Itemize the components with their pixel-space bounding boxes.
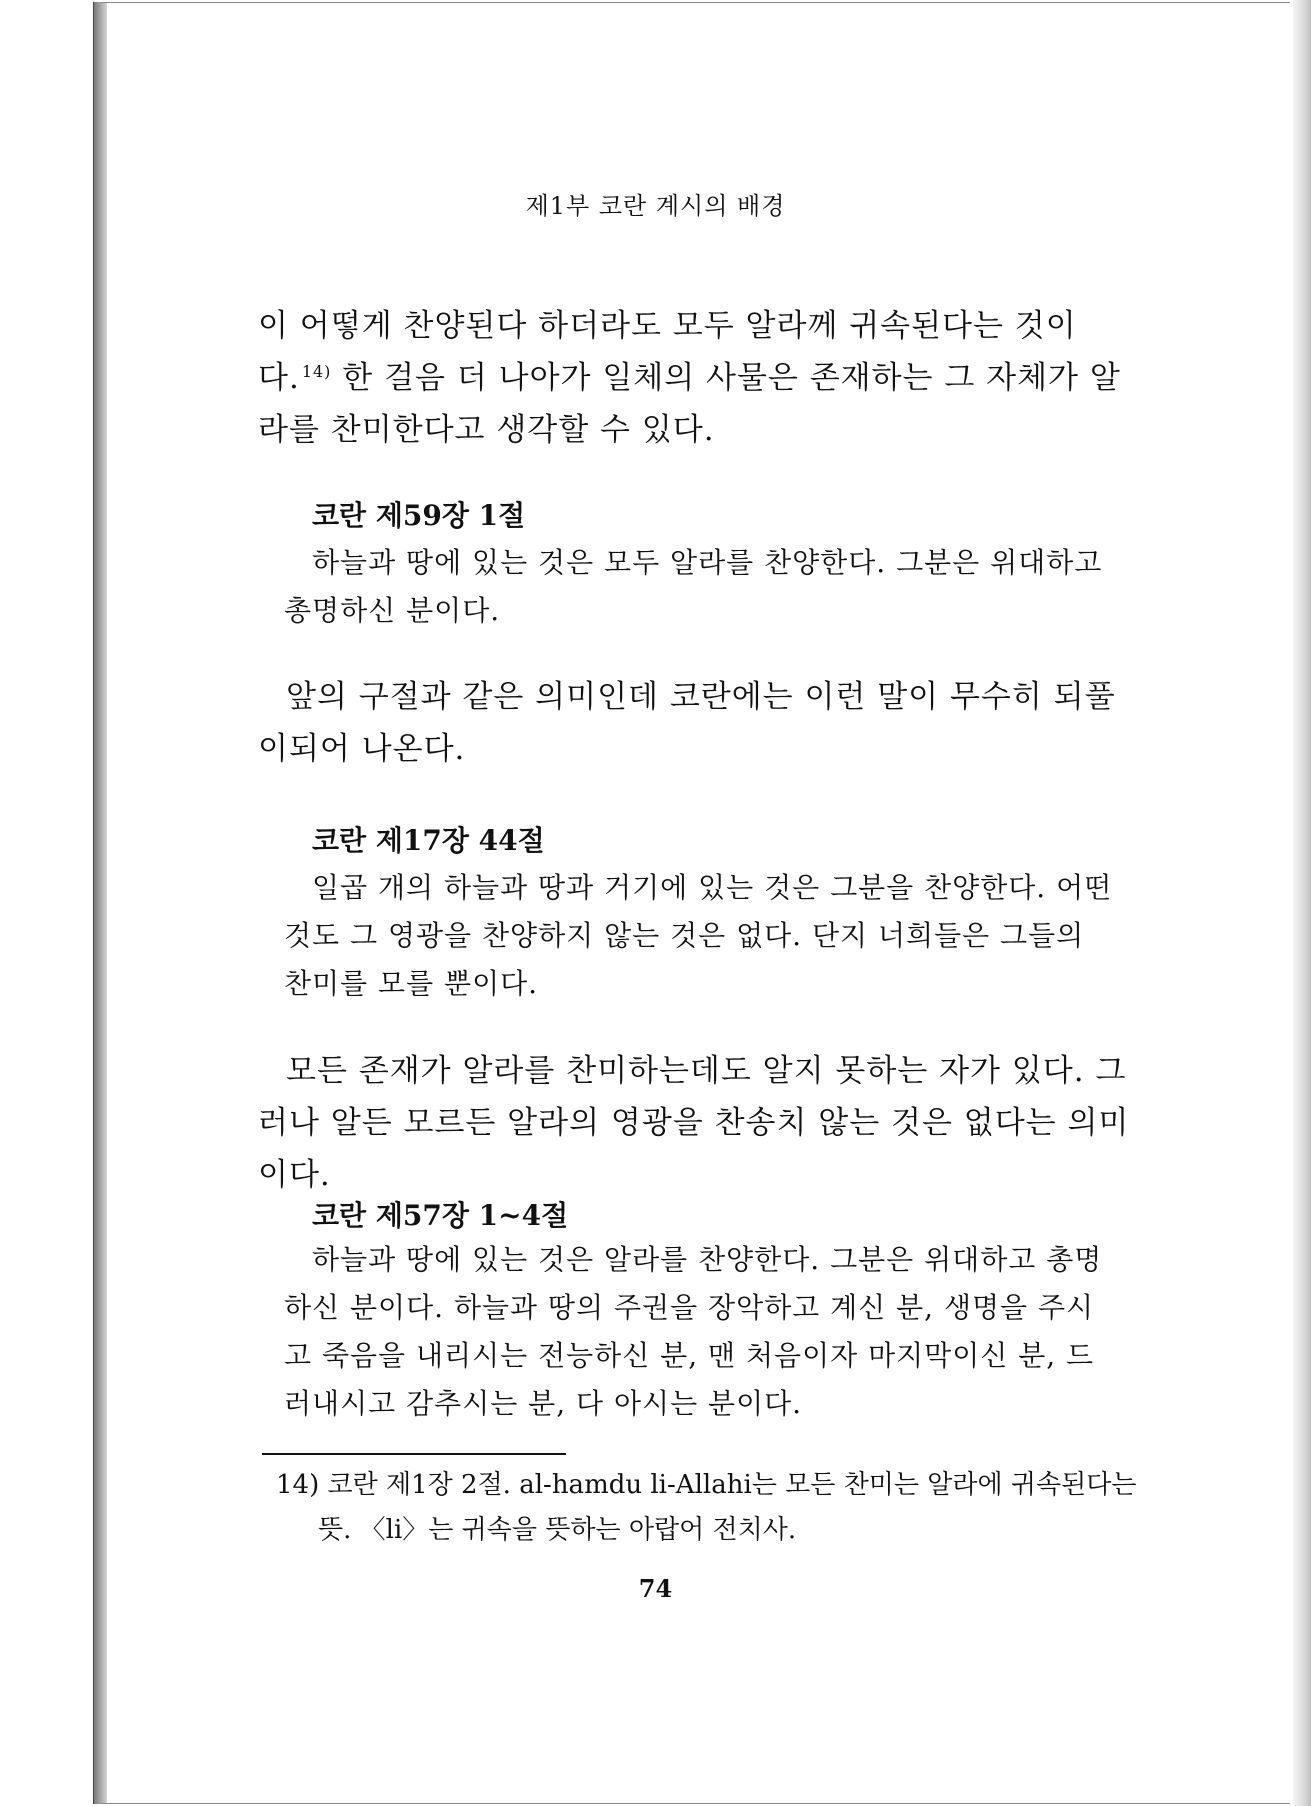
page-edge-left (93, 2, 108, 1804)
footnote (276, 1463, 1140, 1553)
paragraph-2: 앞의 구절과 같은 의미인데 코란에는 이런 말이 무수히 되풀이되어 나온다. (258, 679, 1116, 767)
page-edge-bottom (100, 1803, 1290, 1804)
paragraph-1-text: 이 어떻게 찬양된다 하더라도 모두 알라께 귀속된다는 것이다. (258, 308, 1077, 396)
quote-1-heading: 코란 제59장 1절 (312, 499, 526, 532)
quote-3-text: 하늘과 땅에 있는 것은 알라를 찬양한다. 그분은 위대하고 총명하신 분이다. 하늘과 땅의 주권을 장악하고 계신 분, 생명을 주시고 죽음을 내리시는 전능하신 분, 맨 처음이자 마지막이신 분, 드러내시고 감추시는 분, 다 아시는 분이다. (284, 1243, 1103, 1420)
page-number: 74 (638, 1574, 673, 1603)
running-head: 제1부 코란 계시의 배경 (525, 192, 786, 220)
quote-2-heading: 코란 제17장 44절 (312, 824, 545, 857)
footnote-ref[interactable]: 14) (301, 361, 332, 381)
footnote-line-2: 뜻. 〈li〉는 귀속을 뜻하는 아랍어 전치사. (318, 1515, 797, 1545)
quote-2-text: 일곱 개의 하늘과 땅과 거기에 있는 것은 그분을 찬양한다. 어떤 것도 그 영광을 찬양하지 않는 것은 없다. 단지 너희들은 그들의 찬미를 모를 뿐이다. (284, 871, 1113, 1000)
quote-1-text: 하늘과 땅에 있는 것은 모두 알라를 찬양한다. 그분은 위대하고 총명하신 분이다. (284, 546, 1103, 627)
footnote-divider (262, 1453, 566, 1455)
quote-3-heading: 코란 제57장 1~4절 (312, 1199, 569, 1232)
footnote-line-1: 14) 코란 제1장 2절. al-hamdu li-Allahi는 모든 찬미는 알라에 귀속된다는 (276, 1470, 1137, 1500)
paragraph-1-text-cont: 한 걸음 더 나아가 일체의 사물은 존재하는 그 자체가 알라를 찬미한다고 생각할 수 있다. (258, 360, 1121, 448)
paragraph-1 (258, 300, 1138, 456)
page-edge-right (1293, 0, 1311, 1806)
paragraph-3: 모든 존재가 알라를 찬미하는데도 알지 못하는 자가 있다. 그러나 알든 모르든 알라의 영광을 찬송치 않는 것은 없다는 의미이다. (258, 1053, 1130, 1193)
